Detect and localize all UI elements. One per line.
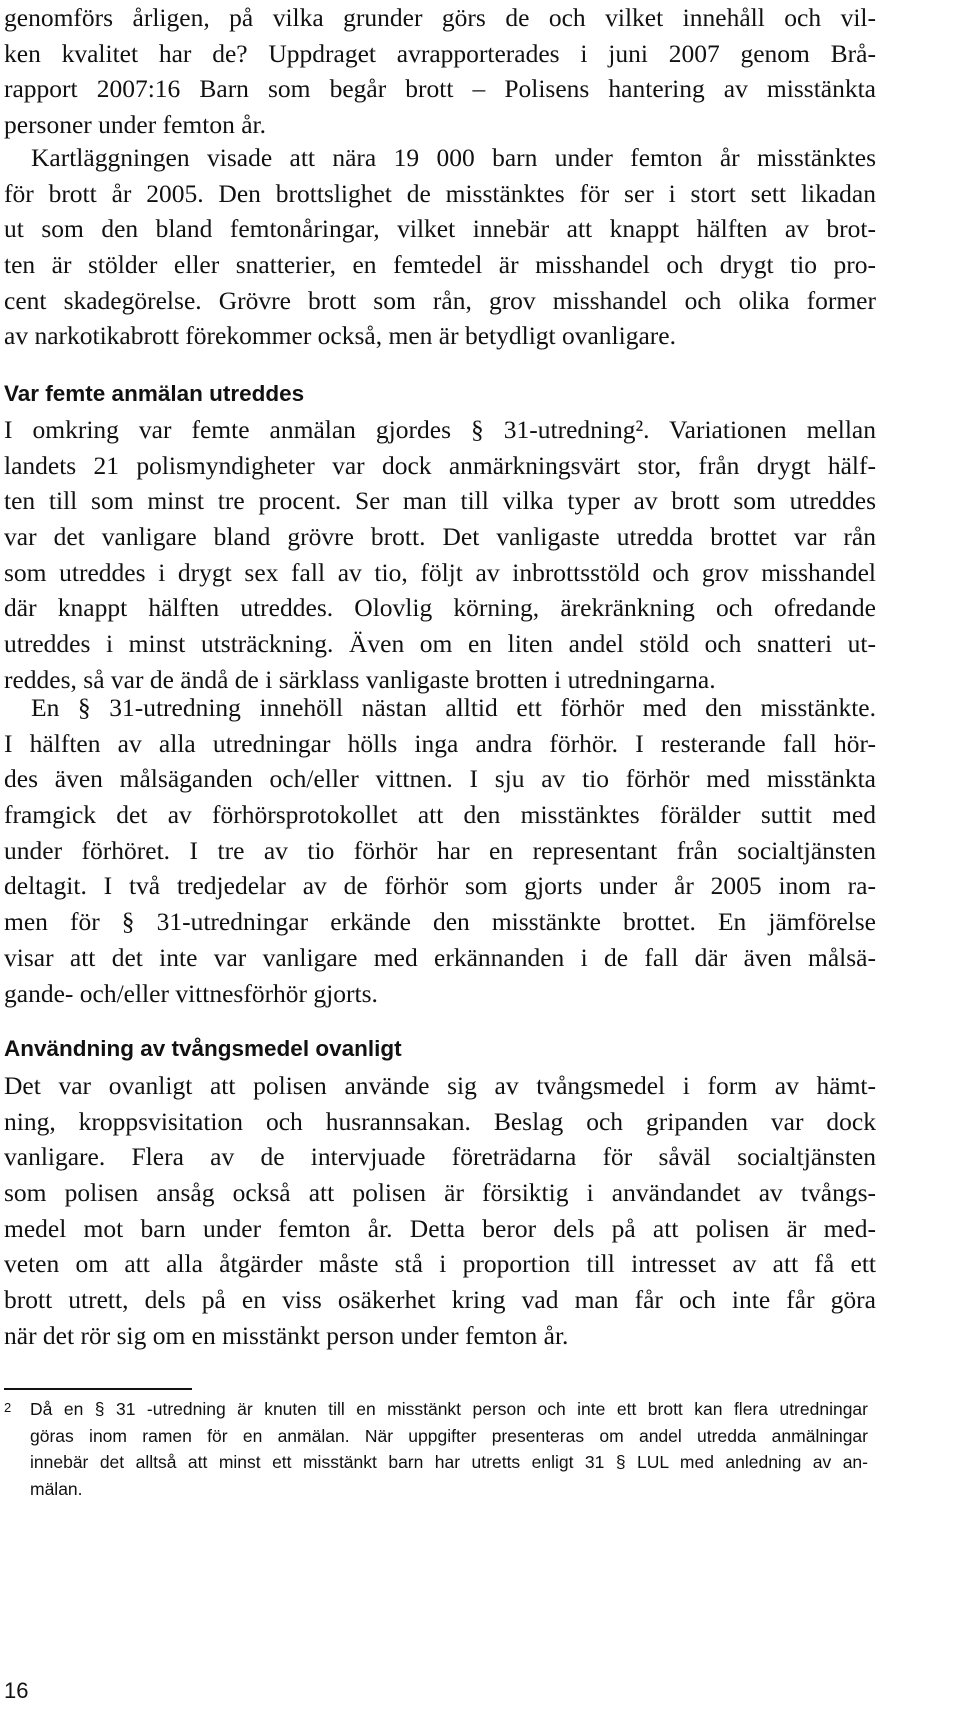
section-heading-utreddes: Var femte anmälan utreddes	[4, 381, 305, 406]
footnote-text	[30, 1396, 868, 1502]
text-line: des även målsäganden och/eller vittnen. I sju av tio förhör med misstänkta	[4, 764, 876, 794]
paragraph-tvangsmedel	[4, 1068, 876, 1354]
text-line: vanligare. Flera av de intervjuade företrädarna för såväl socialtjänsten	[4, 1142, 876, 1172]
page-number: 16	[4, 1678, 29, 1703]
text-line: där knappt hälften utreddes. Olovlig körning, ärekränkning och ofredande	[4, 593, 876, 623]
text-line: framgick det av förhörsprotokollet att den misstänktes förälder suttit med	[4, 800, 876, 830]
text-line: gande- och/eller vittnesförhör gjorts.	[4, 978, 378, 1008]
text-line: En § 31-utredning innehöll nästan alltid ett förhör med den misstänkte.	[31, 693, 876, 722]
text-line: Kartläggningen visade att nära 19 000 barn under femton år misstänktes	[31, 143, 876, 172]
text-line: under förhöret. I tre av tio förhör har en representant från socialtjänsten	[4, 835, 876, 865]
paragraph-forhor	[4, 690, 876, 1011]
text-line: ten till som minst tre procent. Ser man till vilka typer av brott som utreddes	[4, 486, 876, 516]
text-line: som polisen ansåg också att polisen är försiktig i användandet av tvångs-	[4, 1178, 876, 1208]
text-line: men för § 31-utredningar erkände den misstänkte brottet. En jämförelse	[4, 907, 876, 937]
footnote-marker: 2	[4, 1400, 12, 1415]
footnote-line: göras inom ramen för en anmälan. När uppgifter presenteras om andel utredda anmälningar	[30, 1425, 868, 1446]
text-line: I omkring var femte anmälan gjordes § 31-utredning². Variationen mellan	[4, 415, 876, 444]
text-line: ken kvalitet har de? Uppdraget avrapporterades i juni 2007 genom Brå-	[4, 38, 876, 68]
text-line: landets 21 polismyndigheter var dock anmärkningsvärt stor, från drygt hälf-	[4, 450, 876, 480]
text-line: I hälften av alla utredningar hölls inga andra förhör. I resterande fall hör-	[4, 728, 876, 758]
text-line: rapport 2007:16 Barn som begår brott – Polisens hantering av misstänkta	[4, 74, 876, 104]
footnote-line: innebär det alltså att minst ett misstänkt barn har utretts enligt 31 § LUL med anledning av an-	[30, 1452, 868, 1472]
footnote-line: Då en § 31 -utredning är knuten till en misstänkt person och inte ett brott kan flera utredningar	[30, 1399, 868, 1419]
text-line: reddes, så var de ändå de i särklass vanligaste brotten i utredningarna.	[4, 664, 716, 694]
text-line: ten är stölder eller snatterier, en femtedel är misshandel och drygt tio pro-	[4, 250, 876, 280]
text-line: ning, kroppsvisitation och husrannsakan. Beslag och gripanden var dock	[4, 1106, 876, 1136]
paragraph-kartlaggning	[4, 140, 876, 354]
text-line: var det vanligare bland grövre brott. Det vanligaste utredda brottet var rån	[4, 522, 876, 552]
text-line: för brott år 2005. Den brottslighet de misstänktes för ser i stort sett likadan	[4, 178, 876, 208]
paragraph-intro-continued	[4, 0, 876, 143]
text-line: av narkotikabrott förekommer också, men är betydligt ovanligare.	[4, 321, 676, 351]
text-line: cent skadegörelse. Grövre brott som rån, grov misshandel och olika former	[4, 285, 876, 315]
text-line: ut som den bland femtonåringar, vilket innebär att knappt hälften av brot-	[4, 214, 876, 244]
text-line: när det rör sig om en misstänkt person under femton år.	[4, 1320, 569, 1350]
text-line: personer under femton år.	[4, 110, 266, 140]
footnote-divider	[4, 1388, 192, 1390]
text-line: visar att det inte var vanligare med erkännanden i de fall där även målsä-	[4, 942, 876, 972]
text-line: veten om att alla åtgärder måste stå i proportion till intresset av att få ett	[4, 1249, 876, 1279]
text-line: genomförs årligen, på vilka grunder görs de och vilket innehåll och vil-	[4, 3, 876, 32]
section-heading-tvangsmedel: Användning av tvångsmedel ovanligt	[4, 1036, 402, 1061]
text-line: deltagit. I två tredjedelar av de förhör som gjorts under år 2005 inom ra-	[4, 871, 876, 901]
text-line: Det var ovanligt att polisen använde sig av tvångsmedel i form av hämt-	[4, 1071, 876, 1100]
text-line: brott utrett, dels på en viss osäkerhet kring vad man får och inte får göra	[4, 1285, 876, 1315]
footnote-line: mälan.	[30, 1478, 83, 1499]
paragraph-utredning	[4, 412, 876, 698]
text-line: som utreddes i drygt sex fall av tio, följt av inbrottsstöld och grov misshandel	[4, 557, 876, 587]
text-line: medel mot barn under femton år. Detta beror dels på att polisen är med-	[4, 1213, 876, 1243]
text-line: utreddes i minst utsträckning. Även om en liten andel stöld och snatteri ut-	[4, 629, 876, 659]
